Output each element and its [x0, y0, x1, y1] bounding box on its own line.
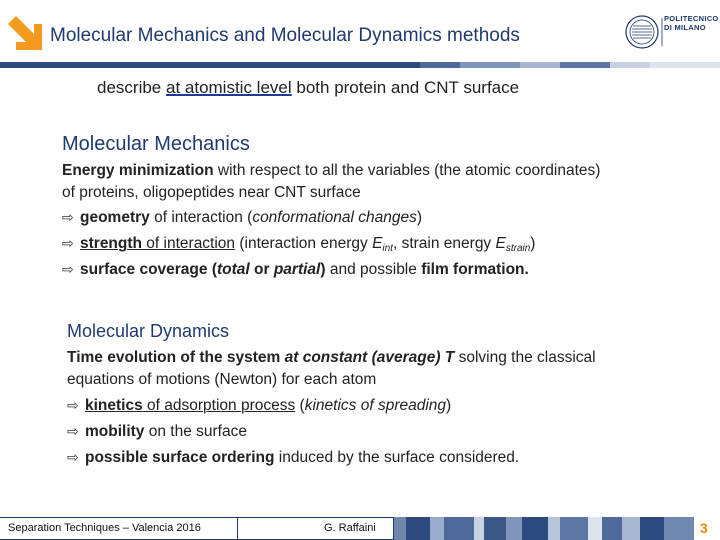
- bullet-arrow-icon: ⇨: [67, 449, 79, 465]
- bullet-arrow-icon: ⇨: [62, 209, 74, 225]
- md-bullet-kinetics: ⇨ kinetics of adsorption process (kinetics of spreading): [67, 397, 452, 414]
- arrow-down-right-icon: [6, 14, 44, 52]
- mm-bullet-coverage: ⇨ surface coverage (total or partial) and possible film formation.: [62, 261, 529, 278]
- bullet-arrow-icon: ⇨: [62, 235, 74, 251]
- md-line-1: Time evolution of the system at constant (average) T solving the classical: [67, 349, 596, 366]
- header-color-bar: [0, 62, 720, 68]
- slide-header: [0, 0, 720, 62]
- slide-title: Molecular Mechanics and Molecular Dynamics methods: [50, 25, 520, 46]
- mm-line-2: of proteins, oligopeptides near CNT surface: [62, 184, 361, 201]
- bullet-arrow-icon: ⇨: [67, 423, 79, 439]
- bullet-arrow-icon: ⇨: [62, 261, 74, 277]
- footer-author: G. Raffaini: [238, 517, 394, 540]
- footer-color-bar: [394, 517, 694, 540]
- footer-event: Separation Techniques – Valencia 2016: [0, 517, 238, 540]
- md-bullet-mobility: ⇨ mobility on the surface: [67, 423, 247, 440]
- slide-footer: [0, 517, 720, 540]
- md-bullet-ordering: ⇨ possible surface ordering induced by the surface considered.: [67, 449, 520, 466]
- page-number: 3: [694, 517, 720, 540]
- mm-bullet-geometry: ⇨ geometry of interaction (conformational changes): [62, 209, 423, 226]
- logo-text: POLITECNICO DI MILANO: [664, 14, 719, 32]
- md-line-2: equations of motions (Newton) for each atom: [67, 371, 377, 388]
- md-heading: Molecular Dynamics: [67, 321, 230, 341]
- slide-subtitle: describe at atomistic level both protein and CNT surface: [97, 78, 520, 97]
- bullet-arrow-icon: ⇨: [67, 397, 79, 413]
- mm-line-1: Energy minimization with respect to all the variables (the atomic coordinates): [62, 162, 601, 179]
- mm-bullet-strength: ⇨ strength of interaction (interaction energy $E_{int}$, strain energy $E_{strain}$): [62, 235, 536, 254]
- mm-heading: Molecular Mechanics: [62, 133, 250, 155]
